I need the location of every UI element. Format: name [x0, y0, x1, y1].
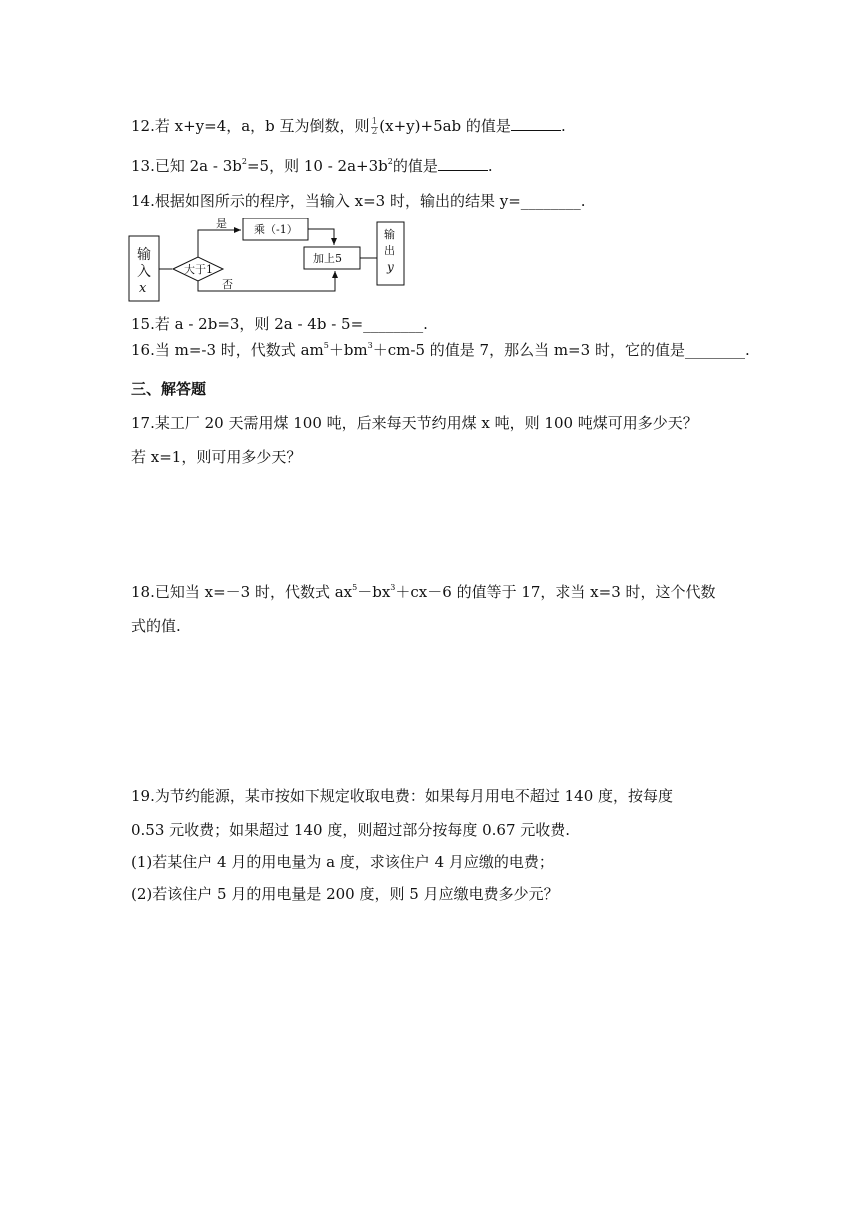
- question-19-line-1: 19.为节约能源，某市按如下规定收取电费：如果每月用电不超过 140 度，按每度: [131, 787, 674, 805]
- q15-period: .: [423, 315, 428, 333]
- exponent: 3: [367, 341, 373, 350]
- add-label: 加上5: [313, 252, 342, 265]
- q13-text-2: =5，则 10 - 2a+3b: [246, 157, 388, 175]
- q13-text-1: 13.已知 2a - 3b: [131, 157, 242, 175]
- input-variable: x: [139, 281, 147, 296]
- answer-blank: [511, 116, 561, 131]
- answer-blank: ________: [363, 315, 424, 333]
- q16-text-1: 16.当 m=-3 时，代数式 am: [131, 341, 324, 359]
- yes-label: 是: [216, 218, 227, 230]
- question-17-line-1: 17.某工厂 20 天需用煤 100 吨，后来每天节约用煤 x 吨，则 100 吨煤可用多少天？: [131, 414, 698, 432]
- question-17-line-2: 若 x=1，则可用多少天？: [131, 448, 302, 466]
- exponent: 5: [352, 583, 358, 592]
- q13-text-3: 的值是: [392, 157, 438, 175]
- output-variable: y: [387, 260, 394, 274]
- output-char-2: 出: [384, 244, 395, 257]
- no-label: 否: [222, 278, 233, 291]
- q12-text-after: (x+y)+5ab 的值是: [379, 117, 511, 135]
- question-14: [131, 191, 586, 211]
- question-15: [131, 314, 428, 334]
- q16-text-2: ＋bm: [328, 341, 368, 359]
- q15-text: 15.若 a - 2b=3，则 2a - 4b - 5=: [131, 315, 364, 333]
- question-18-line-2: 式的值.: [131, 617, 181, 635]
- fraction-numerator: 1: [371, 116, 378, 127]
- decision-label: 大于1: [184, 263, 213, 276]
- exponent: 2: [241, 157, 247, 166]
- question-13: [131, 156, 493, 176]
- question-18-line-1: [131, 582, 716, 602]
- exponent: 2: [387, 157, 393, 166]
- q18-text-1: 18.已知当 x=－3 时，代数式 ax: [131, 583, 353, 601]
- section-heading: 三、解答题: [131, 380, 207, 398]
- fraction-denominator: 2: [371, 126, 378, 137]
- q13-period: .: [487, 157, 493, 175]
- q18-text-3: ＋cx－6 的值等于 17，求当 x=3 时，这个代数: [395, 583, 716, 601]
- exponent: 3: [390, 583, 396, 592]
- input-char-2: 入: [137, 264, 151, 280]
- multiply-label: 乘（-1）: [254, 223, 298, 236]
- question-19-part-1: (1)若某住户 4 月的用电量为 a 度，求该住户 4 月应缴的电费；: [131, 853, 554, 871]
- question-19-part-2: (2)若该住户 5 月的用电量是 200 度，则 5 月应缴电费多少元？: [131, 885, 559, 903]
- exponent: 5: [323, 341, 329, 350]
- q14-text: 14.根据如图所示的程序，当输入 x=3 时，输出的结果 y=________.: [131, 192, 586, 210]
- q12-text-before: 12.若 x+y=4，a，b 互为倒数，则: [131, 117, 370, 135]
- input-char-1: 输: [137, 247, 151, 263]
- one-half-fraction: [371, 118, 379, 137]
- q12-period: .: [560, 117, 566, 135]
- program-flowchart: [126, 218, 416, 308]
- question-12: [131, 116, 566, 137]
- output-char-1: 输: [384, 228, 395, 241]
- q18-text-2: －bx: [357, 583, 391, 601]
- q16-text-3: ＋cm-5 的值是 7，那么当 m=3 时，它的值是________.: [372, 341, 750, 359]
- question-19-line-2: 0.53 元收费；如果超过 140 度，则超过部分按每度 0.67 元收费.: [131, 821, 571, 839]
- question-16: [131, 340, 750, 360]
- answer-blank: [438, 156, 488, 171]
